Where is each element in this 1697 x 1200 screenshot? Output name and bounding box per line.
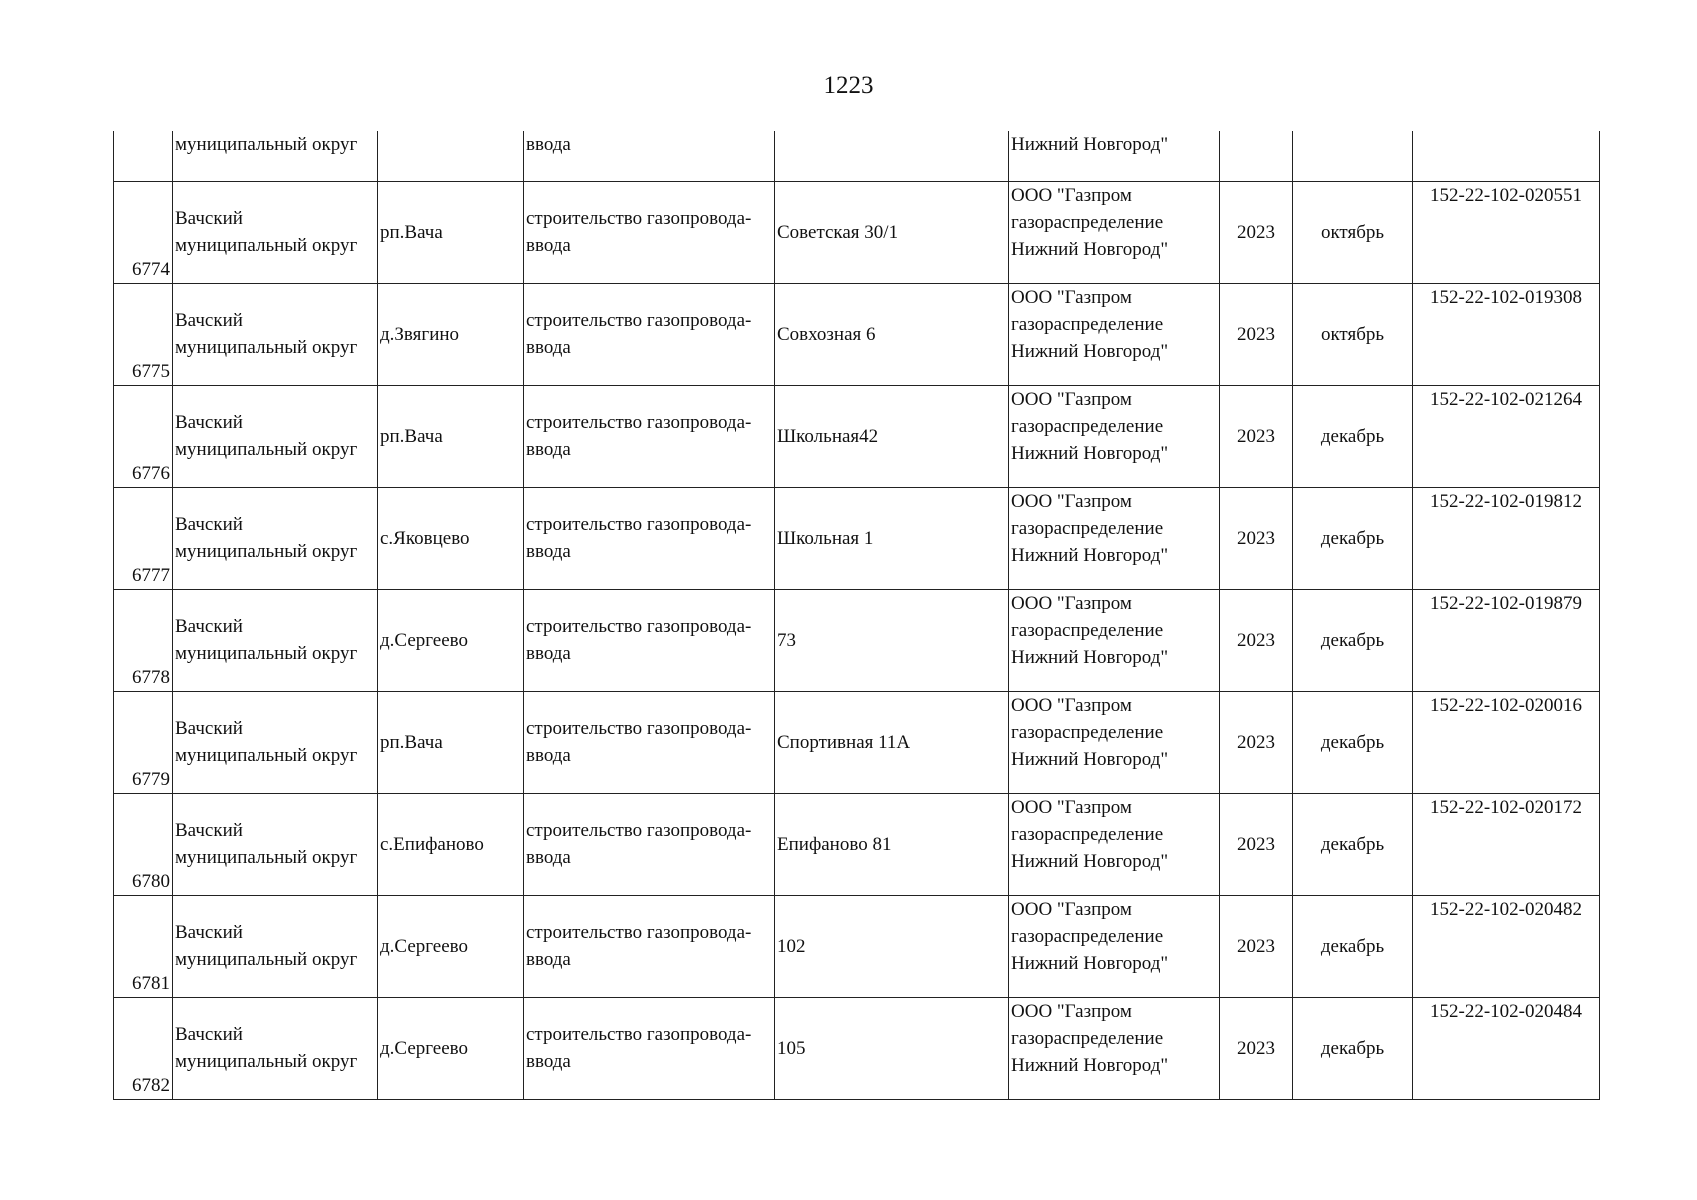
cell-num: 6774 xyxy=(114,181,173,283)
cell-code xyxy=(1413,131,1600,181)
cell-month: декабрь xyxy=(1293,691,1413,793)
cell-num: 6780 xyxy=(114,793,173,895)
table-row xyxy=(114,487,1600,589)
cell-code: 152-22-102-021264 xyxy=(1413,385,1600,487)
cell-address: Спортивная 11А xyxy=(775,691,1009,793)
cell-address: Епифаново 81 xyxy=(775,793,1009,895)
cell-year: 2023 xyxy=(1220,895,1293,997)
cell-organization: ООО "Газпром газораспределение Нижний Новгород" xyxy=(1009,895,1220,997)
cell-year: 2023 xyxy=(1220,487,1293,589)
cell-address xyxy=(775,131,1009,181)
page-number: 1223 xyxy=(823,72,874,99)
cell-settlement: д.Звягино xyxy=(378,283,524,385)
cell-work: строительство газопровода- ввода xyxy=(524,181,775,283)
cell-month: декабрь xyxy=(1293,997,1413,1099)
cell-num: 6778 xyxy=(114,589,173,691)
registry-table xyxy=(113,131,1600,1100)
cell-district: муниципальный округ xyxy=(173,131,378,181)
table-row xyxy=(114,283,1600,385)
cell-work: строительство газопровода- ввода xyxy=(524,793,775,895)
cell-address: 73 xyxy=(775,589,1009,691)
cell-work: строительство газопровода- ввода xyxy=(524,487,775,589)
cell-organization: ООО "Газпром газораспределение Нижний Новгород" xyxy=(1009,691,1220,793)
cell-code: 152-22-102-019879 xyxy=(1413,589,1600,691)
cell-organization: ООО "Газпром газораспределение Нижний Новгород" xyxy=(1009,997,1220,1099)
cell-district: Вачский муниципальный округ xyxy=(173,793,378,895)
cell-work: строительство газопровода- ввода xyxy=(524,895,775,997)
table-row xyxy=(114,589,1600,691)
cell-settlement: д.Сергеево xyxy=(378,895,524,997)
cell-code: 152-22-102-019812 xyxy=(1413,487,1600,589)
cell-settlement: рп.Вача xyxy=(378,385,524,487)
cell-month: октябрь xyxy=(1293,181,1413,283)
cell-district: Вачский муниципальный округ xyxy=(173,385,378,487)
cell-month xyxy=(1293,131,1413,181)
table-row xyxy=(114,997,1600,1099)
cell-work: строительство газопровода- ввода xyxy=(524,691,775,793)
cell-settlement xyxy=(378,131,524,181)
cell-settlement: с.Епифаново xyxy=(378,793,524,895)
cell-settlement: рп.Вача xyxy=(378,691,524,793)
cell-year: 2023 xyxy=(1220,691,1293,793)
cell-district: Вачский муниципальный округ xyxy=(173,283,378,385)
cell-code: 152-22-102-020172 xyxy=(1413,793,1600,895)
cell-num xyxy=(114,131,173,181)
cell-district: Вачский муниципальный округ xyxy=(173,997,378,1099)
cell-month: декабрь xyxy=(1293,487,1413,589)
cell-address: Школьная42 xyxy=(775,385,1009,487)
table-row xyxy=(114,793,1600,895)
table-row xyxy=(114,691,1600,793)
cell-num: 6776 xyxy=(114,385,173,487)
table-row xyxy=(114,385,1600,487)
cell-organization: ООО "Газпром газораспределение Нижний Новгород" xyxy=(1009,793,1220,895)
cell-settlement: с.Яковцево xyxy=(378,487,524,589)
cell-address: 102 xyxy=(775,895,1009,997)
cell-work: строительство газопровода- ввода xyxy=(524,589,775,691)
cell-address: Совхозная 6 xyxy=(775,283,1009,385)
cell-year: 2023 xyxy=(1220,283,1293,385)
cell-organization: ООО "Газпром газораспределение Нижний Новгород" xyxy=(1009,487,1220,589)
cell-organization: ООО "Газпром газораспределение Нижний Новгород" xyxy=(1009,181,1220,283)
cell-year: 2023 xyxy=(1220,181,1293,283)
cell-num: 6779 xyxy=(114,691,173,793)
continuation-row xyxy=(114,131,1600,181)
cell-code: 152-22-102-019308 xyxy=(1413,283,1600,385)
cell-address: Школьная 1 xyxy=(775,487,1009,589)
cell-month: декабрь xyxy=(1293,895,1413,997)
cell-work: строительство газопровода- ввода xyxy=(524,283,775,385)
cell-year: 2023 xyxy=(1220,793,1293,895)
cell-district: Вачский муниципальный округ xyxy=(173,487,378,589)
cell-code: 152-22-102-020482 xyxy=(1413,895,1600,997)
cell-month: декабрь xyxy=(1293,385,1413,487)
cell-district: Вачский муниципальный округ xyxy=(173,895,378,997)
cell-work: ввода xyxy=(524,131,775,181)
cell-work: строительство газопровода- ввода xyxy=(524,997,775,1099)
cell-organization: ООО "Газпром газораспределение Нижний Новгород" xyxy=(1009,385,1220,487)
cell-district: Вачский муниципальный округ xyxy=(173,589,378,691)
cell-address: 105 xyxy=(775,997,1009,1099)
cell-num: 6781 xyxy=(114,895,173,997)
cell-num: 6775 xyxy=(114,283,173,385)
cell-month: декабрь xyxy=(1293,793,1413,895)
cell-num: 6777 xyxy=(114,487,173,589)
cell-organization: Нижний Новгород" xyxy=(1009,131,1220,181)
cell-district: Вачский муниципальный округ xyxy=(173,691,378,793)
table-row xyxy=(114,895,1600,997)
table-row xyxy=(114,181,1600,283)
cell-settlement: д.Сергеево xyxy=(378,997,524,1099)
cell-month: октябрь xyxy=(1293,283,1413,385)
cell-month: декабрь xyxy=(1293,589,1413,691)
cell-organization: ООО "Газпром газораспределение Нижний Новгород" xyxy=(1009,283,1220,385)
cell-year: 2023 xyxy=(1220,997,1293,1099)
cell-num: 6782 xyxy=(114,997,173,1099)
cell-year xyxy=(1220,131,1293,181)
cell-address: Советская 30/1 xyxy=(775,181,1009,283)
cell-code: 152-22-102-020551 xyxy=(1413,181,1600,283)
cell-settlement: рп.Вача xyxy=(378,181,524,283)
cell-code: 152-22-102-020016 xyxy=(1413,691,1600,793)
cell-work: строительство газопровода- ввода xyxy=(524,385,775,487)
cell-code: 152-22-102-020484 xyxy=(1413,997,1600,1099)
cell-year: 2023 xyxy=(1220,589,1293,691)
cell-settlement: д.Сергеево xyxy=(378,589,524,691)
cell-year: 2023 xyxy=(1220,385,1293,487)
cell-organization: ООО "Газпром газораспределение Нижний Новгород" xyxy=(1009,589,1220,691)
cell-district: Вачский муниципальный округ xyxy=(173,181,378,283)
